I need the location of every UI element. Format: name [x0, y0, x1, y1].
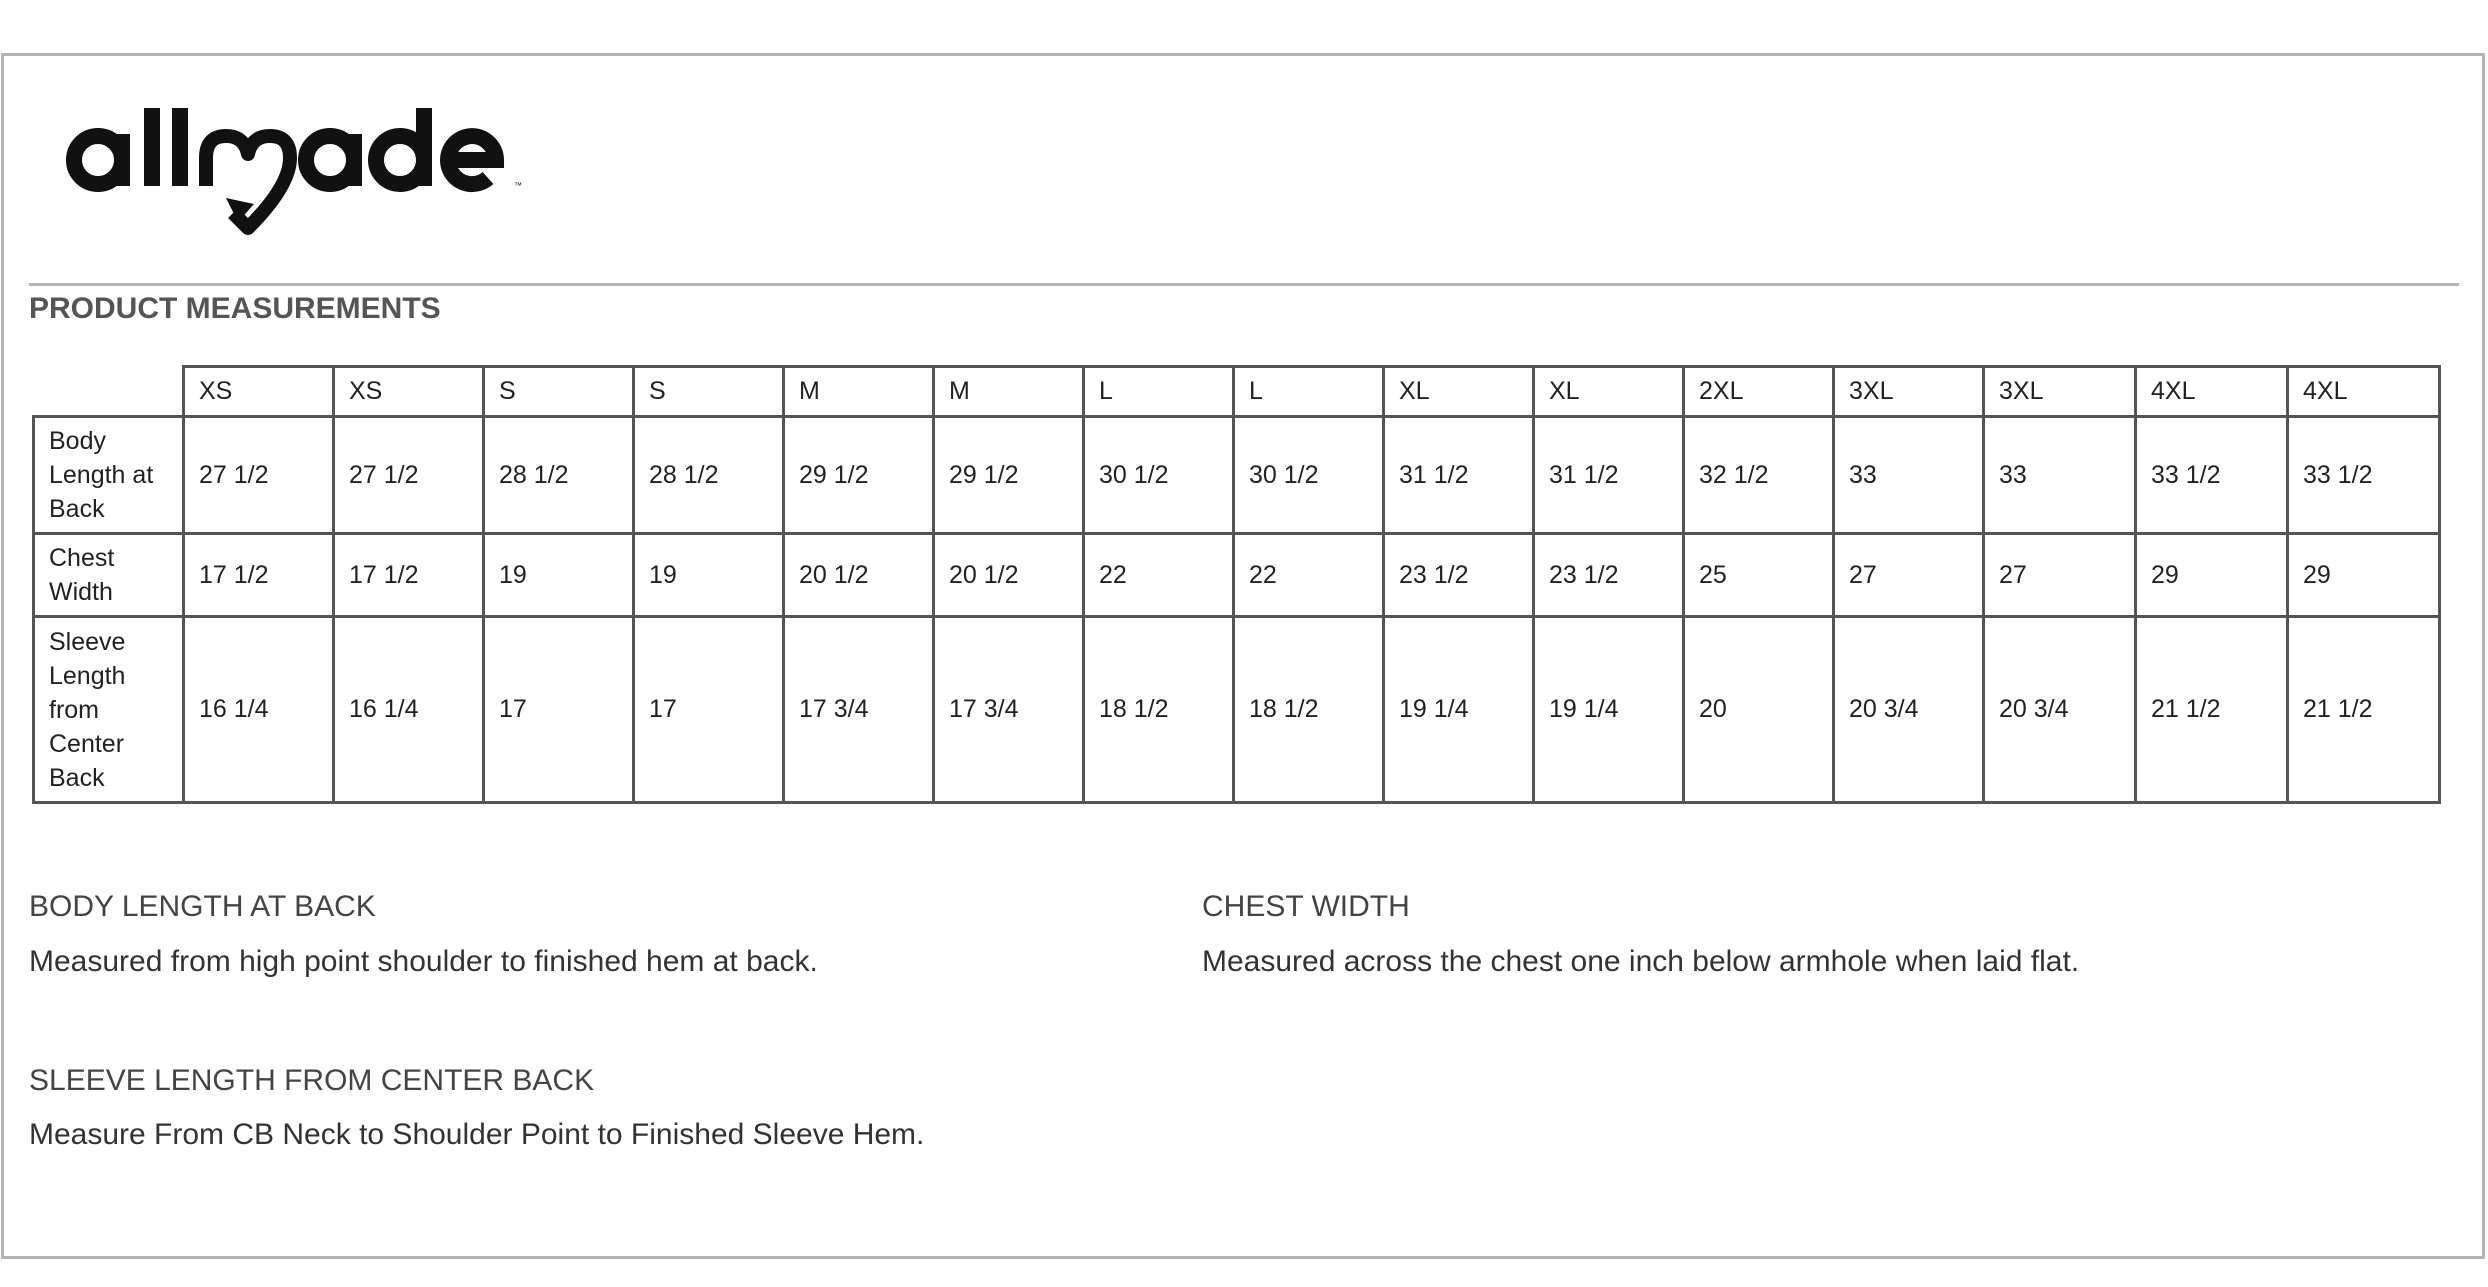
measurement-cell: 17 [634, 617, 784, 803]
size-header: 3XL [1984, 367, 2136, 417]
measurement-cell: 31 1/2 [1384, 417, 1534, 534]
chest-width-description: Measured across the chest one inch below armhole when laid flat. [1202, 945, 2080, 978]
row-label-line: Center [49, 729, 125, 758]
measurement-cell: 20 1/2 [784, 534, 934, 617]
row-label-line: Length at [49, 461, 154, 489]
row-label-line: Body [49, 427, 106, 455]
measurement-cell: 29 1/2 [934, 417, 1084, 534]
measurement-cell: 20 1/2 [934, 534, 1084, 617]
measurement-cell: 29 [2136, 534, 2288, 617]
sleeve-length-description: Measure From CB Neck to Shoulder Point to Finished Sleeve Hem. [29, 1118, 925, 1151]
measurement-cell: 19 1/4 [1534, 617, 1684, 803]
measurement-cell: 19 [484, 534, 634, 617]
sleeve-length-heading: SLEEVE LENGTH FROM CENTER BACK [29, 1064, 595, 1097]
measurement-cell: 27 1/2 [184, 417, 334, 534]
row-label [34, 617, 184, 803]
measurement-cell: 20 3/4 [1984, 617, 2136, 803]
size-header-row [34, 367, 2440, 417]
row-label-line: from [49, 695, 99, 724]
measurement-cell: 29 [2288, 534, 2440, 617]
size-header: M [934, 367, 1084, 417]
svg-text:™: ™ [514, 181, 522, 190]
measurement-cell: 21 1/2 [2136, 617, 2288, 803]
measurement-cell: 17 1/2 [334, 534, 484, 617]
size-header: L [1084, 367, 1234, 417]
allmade-logo [58, 100, 538, 250]
size-header: L [1234, 367, 1384, 417]
measurement-cell: 23 1/2 [1384, 534, 1534, 617]
size-header: 3XL [1834, 367, 1984, 417]
measurement-cell: 33 1/2 [2136, 417, 2288, 534]
measurement-cell: 22 [1234, 534, 1384, 617]
measurement-cell: 22 [1084, 534, 1234, 617]
size-header: S [634, 367, 784, 417]
measurement-cell: 18 1/2 [1084, 617, 1234, 803]
measurement-cell: 16 1/4 [184, 617, 334, 803]
measurement-cell: 23 1/2 [1534, 534, 1684, 617]
header-divider [29, 283, 2459, 286]
size-header: M [784, 367, 934, 417]
size-header: 4XL [2136, 367, 2288, 417]
measurement-cell: 20 [1684, 617, 1834, 803]
measurement-cell: 19 [634, 534, 784, 617]
measurement-cell: 28 1/2 [484, 417, 634, 534]
measurement-cell: 33 [1984, 417, 2136, 534]
size-header: XL [1384, 367, 1534, 417]
body-length-description: Measured from high point shoulder to finished hem at back. [29, 945, 818, 978]
size-header: S [484, 367, 634, 417]
measurement-cell: 17 [484, 617, 634, 803]
row-label-line: Width [49, 578, 113, 606]
measurement-cell: 16 1/4 [334, 617, 484, 803]
measurement-cell: 25 [1684, 534, 1834, 617]
measurement-cell: 20 3/4 [1834, 617, 1984, 803]
table-row-sleeve-length [34, 617, 2440, 803]
measurement-cell: 27 [1984, 534, 2136, 617]
measurement-cell: 17 3/4 [934, 617, 1084, 803]
measurement-cell: 30 1/2 [1234, 417, 1384, 534]
row-label-line: Back [49, 763, 105, 792]
section-title: PRODUCT MEASUREMENTS [29, 292, 441, 325]
size-header: 2XL [1684, 367, 1834, 417]
row-label-line: Back [49, 495, 105, 523]
table-row-chest-width [34, 534, 2440, 617]
row-label [34, 534, 184, 617]
row-label-line: Sleeve [49, 627, 126, 656]
measurement-cell: 17 1/2 [184, 534, 334, 617]
measurements-table [32, 365, 2441, 804]
chest-width-heading: CHEST WIDTH [1202, 890, 1410, 923]
row-label [34, 417, 184, 534]
measurement-cell: 32 1/2 [1684, 417, 1834, 534]
measurement-cell: 31 1/2 [1534, 417, 1684, 534]
table-row-body-length [34, 417, 2440, 534]
measurement-cell: 17 3/4 [784, 617, 934, 803]
measurement-cell: 30 1/2 [1084, 417, 1234, 534]
measurement-cell: 21 1/2 [2288, 617, 2440, 803]
size-header: XS [184, 367, 334, 417]
size-header: 4XL [2288, 367, 2440, 417]
row-label-line: Length [49, 661, 126, 690]
measurement-cell: 33 1/2 [2288, 417, 2440, 534]
body-length-heading: BODY LENGTH AT BACK [29, 890, 376, 923]
size-header: XL [1534, 367, 1684, 417]
measurement-cell: 19 1/4 [1384, 617, 1534, 803]
measurement-cell: 28 1/2 [634, 417, 784, 534]
corner-cell [34, 367, 184, 417]
size-header: XS [334, 367, 484, 417]
measurement-cell: 18 1/2 [1234, 617, 1384, 803]
measurement-cell: 29 1/2 [784, 417, 934, 534]
row-label-line: Chest [49, 544, 115, 572]
measurement-cell: 27 1/2 [334, 417, 484, 534]
measurement-cell: 33 [1834, 417, 1984, 534]
measurement-cell: 27 [1834, 534, 1984, 617]
